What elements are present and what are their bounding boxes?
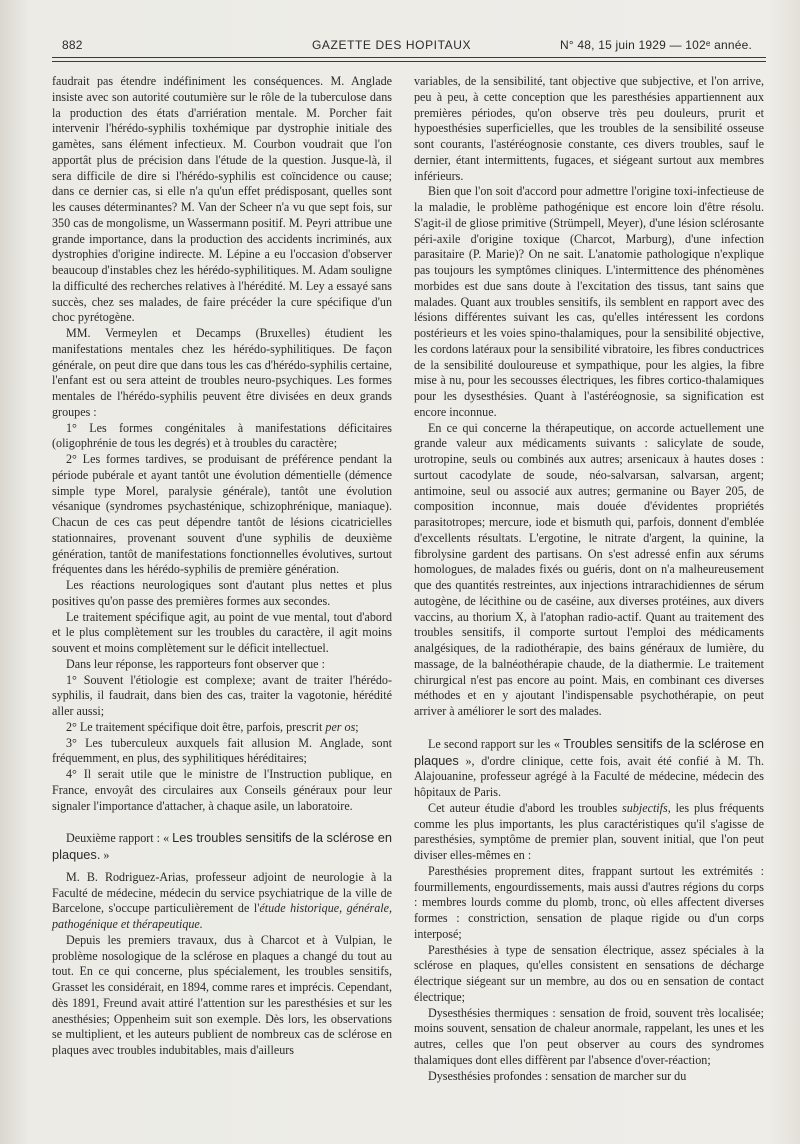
- text-run: 2° Le traitement spécifique doit être, parfois, prescrit: [66, 719, 326, 734]
- report-title: Les troubles sensitifs de la sclérose en plaques.: [52, 830, 392, 862]
- report-heading: [52, 830, 392, 864]
- paragraph: Bien que l'on soit d'accord pour admettre l'origine toxi-infectieuse de la maladie, le problème pathogénique est encore loin d'être résolu. S'agit-il de gliose primitive (Strümpell, Meyer), d'une lésion sclérosante péri-axile d'origine toxique (Charcot, Marburg), d'une infection parasitaire (P. Marie)? On ne sait. L'anatomie pathologique n'explique pas toujours les symptômes cliniques. L'intermittence des phénomènes morbides est due sans doute à l'excitation des tissus, tant sains que malades. Quant aux troubles sensitifs, ils semblent en rapport avec des lésions différentes suivant les cas, qu'elles intéressent les cordons postérieurs et les voies spino-thalamiques, pour la sensibilité objective, les cordons latéraux pour la sensibilité vibratoire, les fibres conductrices de la sensibilité douloureuse et sympathique, pour les algies, la fibre mise à nu, pour les secousses électriques, les fibres cortico-thalamiques pour les dysesthésies. Quant à l'astéréognosie, sa signification est encore inconnue.: [414, 184, 764, 419]
- report-title: Troubles sensitifs de la sclérose en plaques: [414, 735, 764, 768]
- paragraph: faudrait pas étendre indéfiniment les conséquences. M. Anglade insiste avec son autorité coutumière sur le rôle de la tuberculose dans la production des états d'arriération mentale. M. Porcher fait intervenir l'hérédo-syphilis toxhémique par dystrophie initiale des gamètes, sans élément infectieux. M. Courbon voudrait que l'on apportât plus de précision dans l'étude de la question. Jusque-là, il sera difficile de dire si l'hérédo-syphilis est coïncidence ou cause; dans ce dernier cas, si elle n'a qu'un effet prédisposant, quelles sont les causes déterminantes? M. Van der Scheer n'a vu que sept fois, sur 350 cas de mongolisme, un Wassermann positif. M. Peyri attribue une grande importance, dans la production des accidents incriminés, aux dystrophies d'origine indirecte. M. Lépine a eu l'occasion d'observer beaucoup d'instables chez les hérédo-syphilitiques. M. Adam souligne la difficulté des recherches relatives à l'hérédité. M. Ley a essayé sans succès, chez ses malades, de faire précéder la cure spécifique d'un choc pyrétogène.: [52, 74, 392, 325]
- header-rule-double: [52, 61, 766, 62]
- text-run: »: [100, 848, 110, 862]
- paragraph: 3° Les tuberculeux auxquels fait allusion M. Anglade, sont fréquemment, en plus, des syphilitiques héréditaires;: [52, 735, 392, 766]
- text-run: Deuxième rapport : «: [66, 831, 173, 846]
- paragraph: En ce qui concerne la thérapeutique, on accorde actuellement une grande valeur aux médicaments suivants : salicylate de soude, urotropine, seuls ou combinés aux autres; arsenicaux à hautes doses : surtout cacodylate de soude, néo-salvarsan, salvarsan, argent; antimoine, seul ou associé aux autres; germanine ou Bayer 205, de composition inconnue, mais douée d'évidentes propriétés parasitotropes; mercure, iode et bismuth qui, parfois, donnent d'emblée d'excellents résultats. L'ergotine, le nitrate d'argent, la quinine, la fibrolysine gardent des partisans. On s'est adressé enfin aux sérums homologues, de malades fixés ou guéris, dont on n'a malheureusement que des quantités restreintes, aux injections intrarachidiennes de sérum autogène, de lécithine ou de caséine, aux diverses protéines, aux divers vaccins, au thorium X, à l'atophan radio-actif. Quant au traitement des troubles sensitifs, il comporte surtout l'emploi des médicaments analgésiques, de la radiothérapie, des bains généraux de lumière, du massage, de la balnéothérapie chaude, de la diathermie. Le traitement chirurgical n'est pas encore au point. Mais, en combinant ces diverses méthodes et en y ajoutant l'indispensable psychothérapie, on peut arriver à améliorer le sort des malades.: [414, 420, 764, 718]
- text-run: Cet auteur étudie d'abord les troubles: [428, 800, 623, 815]
- paragraph: 2° Les formes tardives, se produisant de préférence pendant la période pubérale et ayant tantôt une évolution démentielle (démence simple type Morel, paralysie générale), tantôt une évolution vésanique (syndromes psychasténique, schizophrénique, maniaque). Chacun de ces cas peut dépendre tantôt de lésions cicatricielles stationnaires, provenant souvent d'une syphilis de deuxième génération, tantôt de manifestations fonctionnelles évolutives, surtout fréquentes dans les hérédo-syphilis de première génération.: [52, 452, 392, 577]
- header-rule: [52, 57, 766, 58]
- text-run: Le second rapport sur les «: [428, 736, 564, 751]
- paragraph: Dans leur réponse, les rapporteurs font observer que :: [66, 656, 325, 671]
- italic-text: étude historique, générale, pathogénique et thérapeutique.: [52, 901, 392, 931]
- right-column: [414, 74, 764, 1084]
- text-run: », d'ordre clinique, cette fois, avait été confié à M. Th. Alajouanine, professeur agrégé à la Faculté de médecine, médecin des hôpitaux de Paris.: [414, 753, 764, 799]
- paragraph: variables, de la sensibilité, tant objective que subjective, et l'on arrive, peu à peu, à cette conception que les paresthésies appartiennent aux premières périodes, qu'on observe très peu douleurs, prurit et hypoesthésies superficielles, que les troubles de la sensibilité osseuse sont courants, l'astéréognosie constante, ces divers troubles, sauf le dernier, étant intermittents, fugaces, et siégeant surtout aux membres inférieurs.: [414, 74, 764, 183]
- text-run: , les plus fréquents comme les plus importants, les plus caractéristiques qu'il s'agisse de paresthésies, symptôme de premier plan, souvent initial, que l'on peut diviser elles-mêmes en :: [414, 800, 765, 862]
- paragraph: Paresthésies proprement dites, frappant surtout les extrémités : fourmillements, engourdissements, mais aussi d'autres régions du corps : membres lourds comme du plomb, tronc, où elles affectent diverses formes : constriction, sensation de plaque rigide ou d'un corps interposé;: [414, 863, 764, 941]
- issue-info: N° 48, 15 juin 1929 — 102ᵉ année.: [560, 38, 752, 52]
- paragraph: [52, 720, 392, 736]
- text-run: M. B. Rodriguez-Arias, professeur adjoint de neurologie à la Faculté de médecine, médecin du service psychiatrique de la ville de Barcelone, s'occupe particulièrement de l': [52, 869, 392, 916]
- paragraph: [414, 801, 764, 864]
- italic-text: per os: [325, 719, 356, 734]
- paragraph: 1° Les formes congénitales à manifestations déficitaires (oligophrénie de tous les degrés) et à troubles du caractère;: [52, 420, 392, 451]
- paragraph: Dysesthésies profondes : sensation de marcher sur du: [428, 1068, 687, 1083]
- paragraph: Le traitement spécifique agit, au point de vue mental, tout d'abord et le plus complètement sur les troubles du caractère, il agit moins souvent et moins complètement sur le déficit intellectuel.: [52, 609, 392, 655]
- page-header: [40, 32, 760, 54]
- paragraph: 1° Souvent l'étiologie est complexe; avant de traiter l'hérédo-syphilis, il faudrait, dans bien des cas, traiter la vagotonie, hérédité aller aussi;: [52, 672, 392, 718]
- journal-title: GAZETTE DES HOPITAUX: [312, 38, 472, 52]
- paragraph: Paresthésies à type de sensation électrique, assez spéciales à la sclérose en plaques, qu'elles consistent en sensations de décharge électrique siégeant sur un membre, au dos ou en sensation de contact électrique;: [414, 942, 764, 1004]
- paragraph: Depuis les premiers travaux, dus à Charcot et à Vulpian, le problème nosologique de la sclérose en plaques a changé du tout au tout. En ce qui concerne, plus spécialement, les troubles sensitifs, Grasset les considérait, en 1894, comme rares et imprécis. Cependant, dès 1891, Freund avait attiré l'attention sur les paresthésies et sur les anesthésies; Oppenheim suit son exemple. Dès lors, les observations se multiplient, et les auteurs publient de nombreux cas de sclérose en plaques avec troubles indubitables, mais d'ailleurs: [52, 932, 392, 1057]
- paragraph: [52, 870, 392, 933]
- text-run: ;: [355, 719, 359, 734]
- page-number: 882: [62, 38, 83, 52]
- paragraph: MM. Vermeylen et Decamps (Bruxelles) étudient les manifestations mentales chez les hérédo-syphilitiques. De façon générale, on peut dire que dans tous les cas d'hérédo-syphilis certaine, l'enfant est ou sera atteint de troubles neuro-psychiques. Les formes mentales de l'hérédo-syphilis peuvent être divisées en deux grands groupes :: [52, 326, 392, 419]
- left-column: [52, 74, 392, 1059]
- paragraph: [414, 736, 764, 801]
- italic-text: subjectifs: [622, 800, 668, 815]
- paragraph: Les réactions neurologiques sont d'autant plus nettes et plus positives qu'on passe des premières formes aux secondes.: [52, 578, 392, 608]
- paragraph: 4° Il serait utile que le ministre de l'Instruction publique, en France, envoyât des circulaires aux Conseils généraux pour leur signaler l'importance d'attacher, à chaque asile, un laboratoire.: [52, 767, 392, 813]
- paragraph: Dysesthésies thermiques : sensation de froid, souvent très localisée; moins souvent, sensation de chaleur anormale, rappelant, les unes et les autres, celles que l'on peut observer au cours des syndromes thalamiques dont elles diffèrent par l'absence d'over-réaction;: [414, 1005, 764, 1067]
